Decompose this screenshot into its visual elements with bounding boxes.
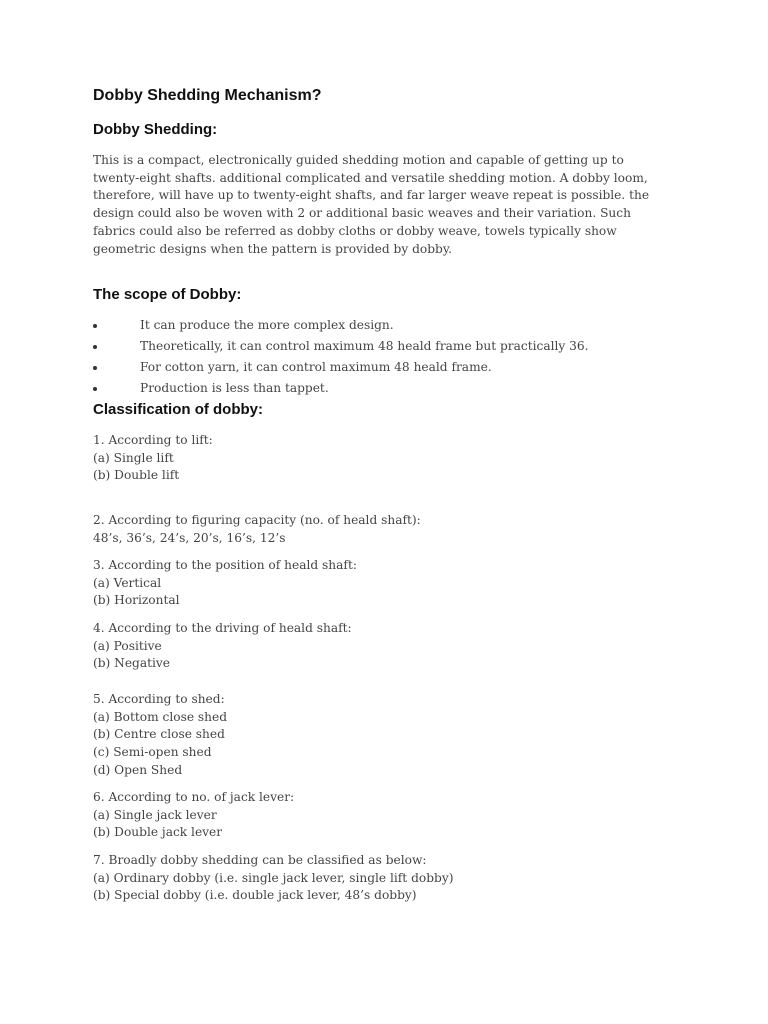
group-item: (b) Double lift [93, 468, 180, 483]
group-item: (b) Horizontal [93, 593, 180, 608]
section-heading-dobby-shedding: Dobby Shedding: [93, 121, 218, 138]
bullet-text: Production is less than tappet. [140, 381, 329, 395]
group-item: (b) Negative [93, 656, 171, 671]
group-item: (b) Double jack lever [93, 825, 223, 840]
group-title: 1. According to lift: [93, 433, 213, 447]
classification-group [93, 620, 352, 673]
bullet-icon [93, 345, 97, 349]
group-item: (a) Single lift [93, 450, 174, 465]
group-item: (a) Single jack lever [93, 807, 217, 822]
group-title: 3. According to the position of heald shaft: [93, 558, 357, 572]
section-heading-classification: Classification of dobby: [93, 401, 264, 418]
group-item: (a) Ordinary dobby (i.e. single jack lever, single lift dobby) [93, 870, 454, 885]
group-item: (a) Positive [93, 638, 162, 653]
classification-group [93, 691, 227, 780]
paragraph-line: geometric designs when the pattern is provided by dobby. [93, 241, 452, 256]
bullet-text: For cotton yarn, it can control maximum 48 heald frame. [140, 360, 492, 374]
paragraph-line: therefore, will have up to twenty-eight shafts, and far larger weave repeat is possible. the [93, 188, 650, 203]
bullet-text: It can produce the more complex design. [140, 318, 394, 332]
group-item: (a) Vertical [93, 575, 162, 590]
document-title: Dobby Shedding Mechanism? [93, 87, 322, 104]
group-item: (b) Centre close shed [93, 727, 225, 742]
group-item: (d) Open Shed [93, 762, 183, 777]
paragraph-line: This is a compact, electronically guided shedding motion and capable of getting up to [93, 153, 624, 167]
classification-group [93, 432, 213, 485]
paragraph-line: design could also be woven with 2 or additional basic weaves and their variation. Such [93, 206, 631, 221]
group-title: 7. Broadly dobby shedding can be classified as below: [93, 853, 427, 867]
classification-group [93, 557, 357, 610]
paragraph-line: twenty-eight shafts. additional complicated and versatile shedding motion. A dobby loom, [93, 170, 648, 185]
group-item: (a) Bottom close shed [93, 709, 228, 724]
group-item: 48’s, 36’s, 24’s, 20’s, 16’s, 12’s [93, 530, 286, 545]
bullet-icon [93, 366, 97, 370]
dobby-shedding-paragraph [93, 152, 668, 258]
classification-group [93, 512, 421, 547]
paragraph-line: fabrics could also be referred as dobby cloths or dobby weave, towels typically show [93, 223, 617, 238]
group-title: 6. According to no. of jack lever: [93, 790, 295, 804]
classification-group [93, 789, 294, 842]
bullet-text: Theoretically, it can control maximum 48 heald frame but practically 36. [140, 339, 589, 353]
group-item: (c) Semi-open shed [93, 745, 212, 760]
classification-group [93, 852, 453, 905]
group-title: 4. According to the driving of heald shaft: [93, 621, 352, 635]
bullet-icon [93, 324, 97, 328]
group-item: (b) Special dobby (i.e. double jack lever, 48’s dobby) [93, 888, 417, 903]
bullet-icon [93, 387, 97, 391]
group-title: 5. According to shed: [93, 692, 225, 706]
group-title: 2. According to figuring capacity (no. of heald shaft): [93, 513, 421, 527]
section-heading-scope: The scope of Dobby: [93, 286, 242, 303]
